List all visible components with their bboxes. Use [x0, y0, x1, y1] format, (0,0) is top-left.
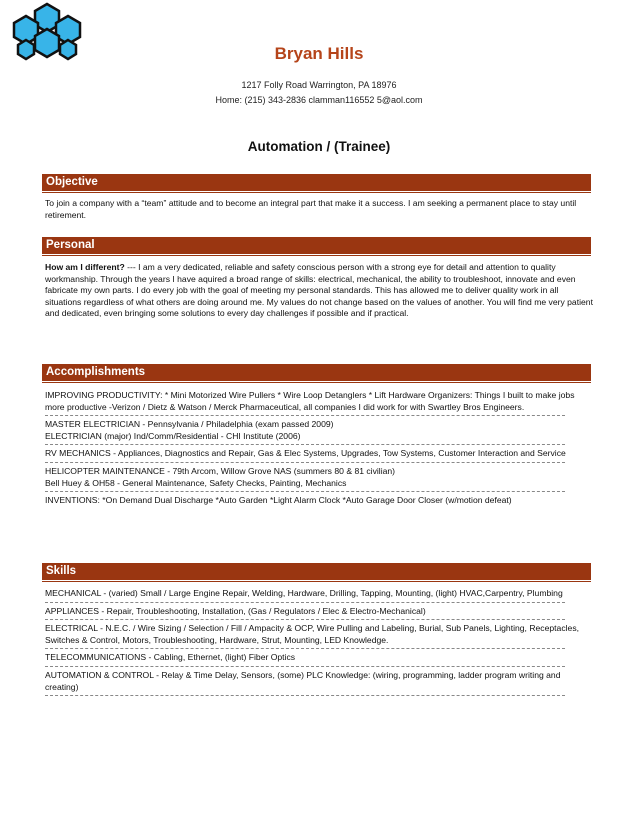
personal-lead: How am I different?: [45, 262, 125, 272]
objective-paragraph: To join a company with a “team” attitude and to become an integral part that make it a success. I am seeking a permanent place to stay until retirement.: [45, 198, 577, 220]
dashed-divider: [45, 602, 565, 603]
address-line: 1217 Folly Road Warrington, PA 18976: [241, 80, 397, 90]
dashed-divider: [45, 695, 565, 696]
dashed-divider: [45, 619, 565, 620]
dashed-divider: [45, 462, 565, 463]
accomplishment-item: IMPROVING PRODUCTIVITY: * Mini Motorized Wire Pullers * Wire Loop Detanglers * Lift Hardware Organizers: Things I built to make jobs more productive -Verizon / Dietz & Watson / Merck Pharmaceutical, all companies I did work for with Swartley Bros Engineers.: [45, 390, 575, 412]
accomplishment-item: RV MECHANICS - Appliances, Diagnostics and Repair, Gas & Elec Systems, Upgrades, Tow Systems, Customer Interaction and Service: [45, 448, 566, 459]
applicant-name: Bryan Hills: [274, 44, 364, 63]
accomplishment-item: Bell Huey & OH58 - General Maintenance, Safety Checks, Painting, Mechanics: [45, 477, 347, 488]
accomplishment-item: MASTER ELECTRICIAN - Pennsylvania / Philadelphia (exam passed 2009): [45, 419, 334, 430]
dashed-divider: [45, 666, 565, 667]
accomplishment-item: HELICOPTER MAINTENANCE - 79th Arcom, Willow Grove NAS (summers 80 & 81 civilian): [45, 465, 396, 476]
objective-text: [45, 198, 595, 221]
dashed-divider: [45, 648, 565, 649]
accomplishment-item: INVENTIONS: *On Demand Dual Discharge *Auto Garden *Light Alarm Clock *Auto Garage Door Closer (w/motion defeat): [45, 495, 512, 506]
skill-item: TELECOMMUNICATIONS - Cabling, Ethernet, (light) Fiber Optics: [45, 652, 296, 663]
personal-body: --- I am a very dedicated, reliable and safety conscious person with a strong eye for detail and attention to quality workmanship. Through the years I have aquired a broad range of skills: electrical, mechanical, the ability to troubleshoot, innovate and even fabricate my own parts. I do every job with the goal of meeting my personal standards. This has allowed me to deliver quality work in all situations regardless of what others are doing around me. My values do not change based on the values of another. You will find me very patient and dedicated, even bringing some solutions to every day challenges if possible and if practical.: [45, 262, 593, 319]
section-heading-accomplishments: Accomplishments: [42, 364, 591, 381]
skill-item: ELECTRICAL - N.E.C. / Wire Sizing / Selection / Fill / Ampacity & OCP, Wire Pulling and Labeling, Burial, Sub Panels, Lighting, Receptacles, Switches & Control, Motors, Troubleshooting, Hardware, Strut, Mounting, LED Knowledge.: [45, 623, 579, 645]
skills-list: [45, 588, 595, 699]
section-heading-objective: Objective: [42, 174, 591, 191]
accomplishments-list: [45, 390, 595, 507]
personal-paragraph: [45, 262, 595, 320]
accomplishment-item: ELECTRICIAN (major) Ind/Comm/Residential - CHI Institute (2006): [45, 430, 301, 441]
dashed-divider: [45, 491, 565, 492]
section-heading-skills: Skills: [42, 563, 591, 580]
contact-line: Home: (215) 343-2836 clamman116552 5@aol.com: [215, 95, 423, 105]
position-title: Automation / (Trainee): [247, 139, 391, 154]
section-heading-personal: Personal: [42, 237, 591, 254]
skill-item: APPLIANCES - Repair, Troubleshooting, Installation, (Gas / Regulators / Elec & Electro-Mechanical): [45, 605, 426, 616]
skill-item: MECHANICAL - (varied) Small / Large Engine Repair, Welding, Hardware, Drilling, Tapping, Mounting, (light) HVAC,Carpentry, Plumbing: [45, 588, 563, 598]
personal-text: [45, 262, 595, 320]
skill-item: AUTOMATION & CONTROL - Relay & Time Delay, Sensors, (some) PLC Knowledge: (wiring, programming, ladder program writing and creating): [45, 669, 561, 692]
dashed-divider: [45, 415, 565, 416]
dashed-divider: [45, 444, 565, 445]
